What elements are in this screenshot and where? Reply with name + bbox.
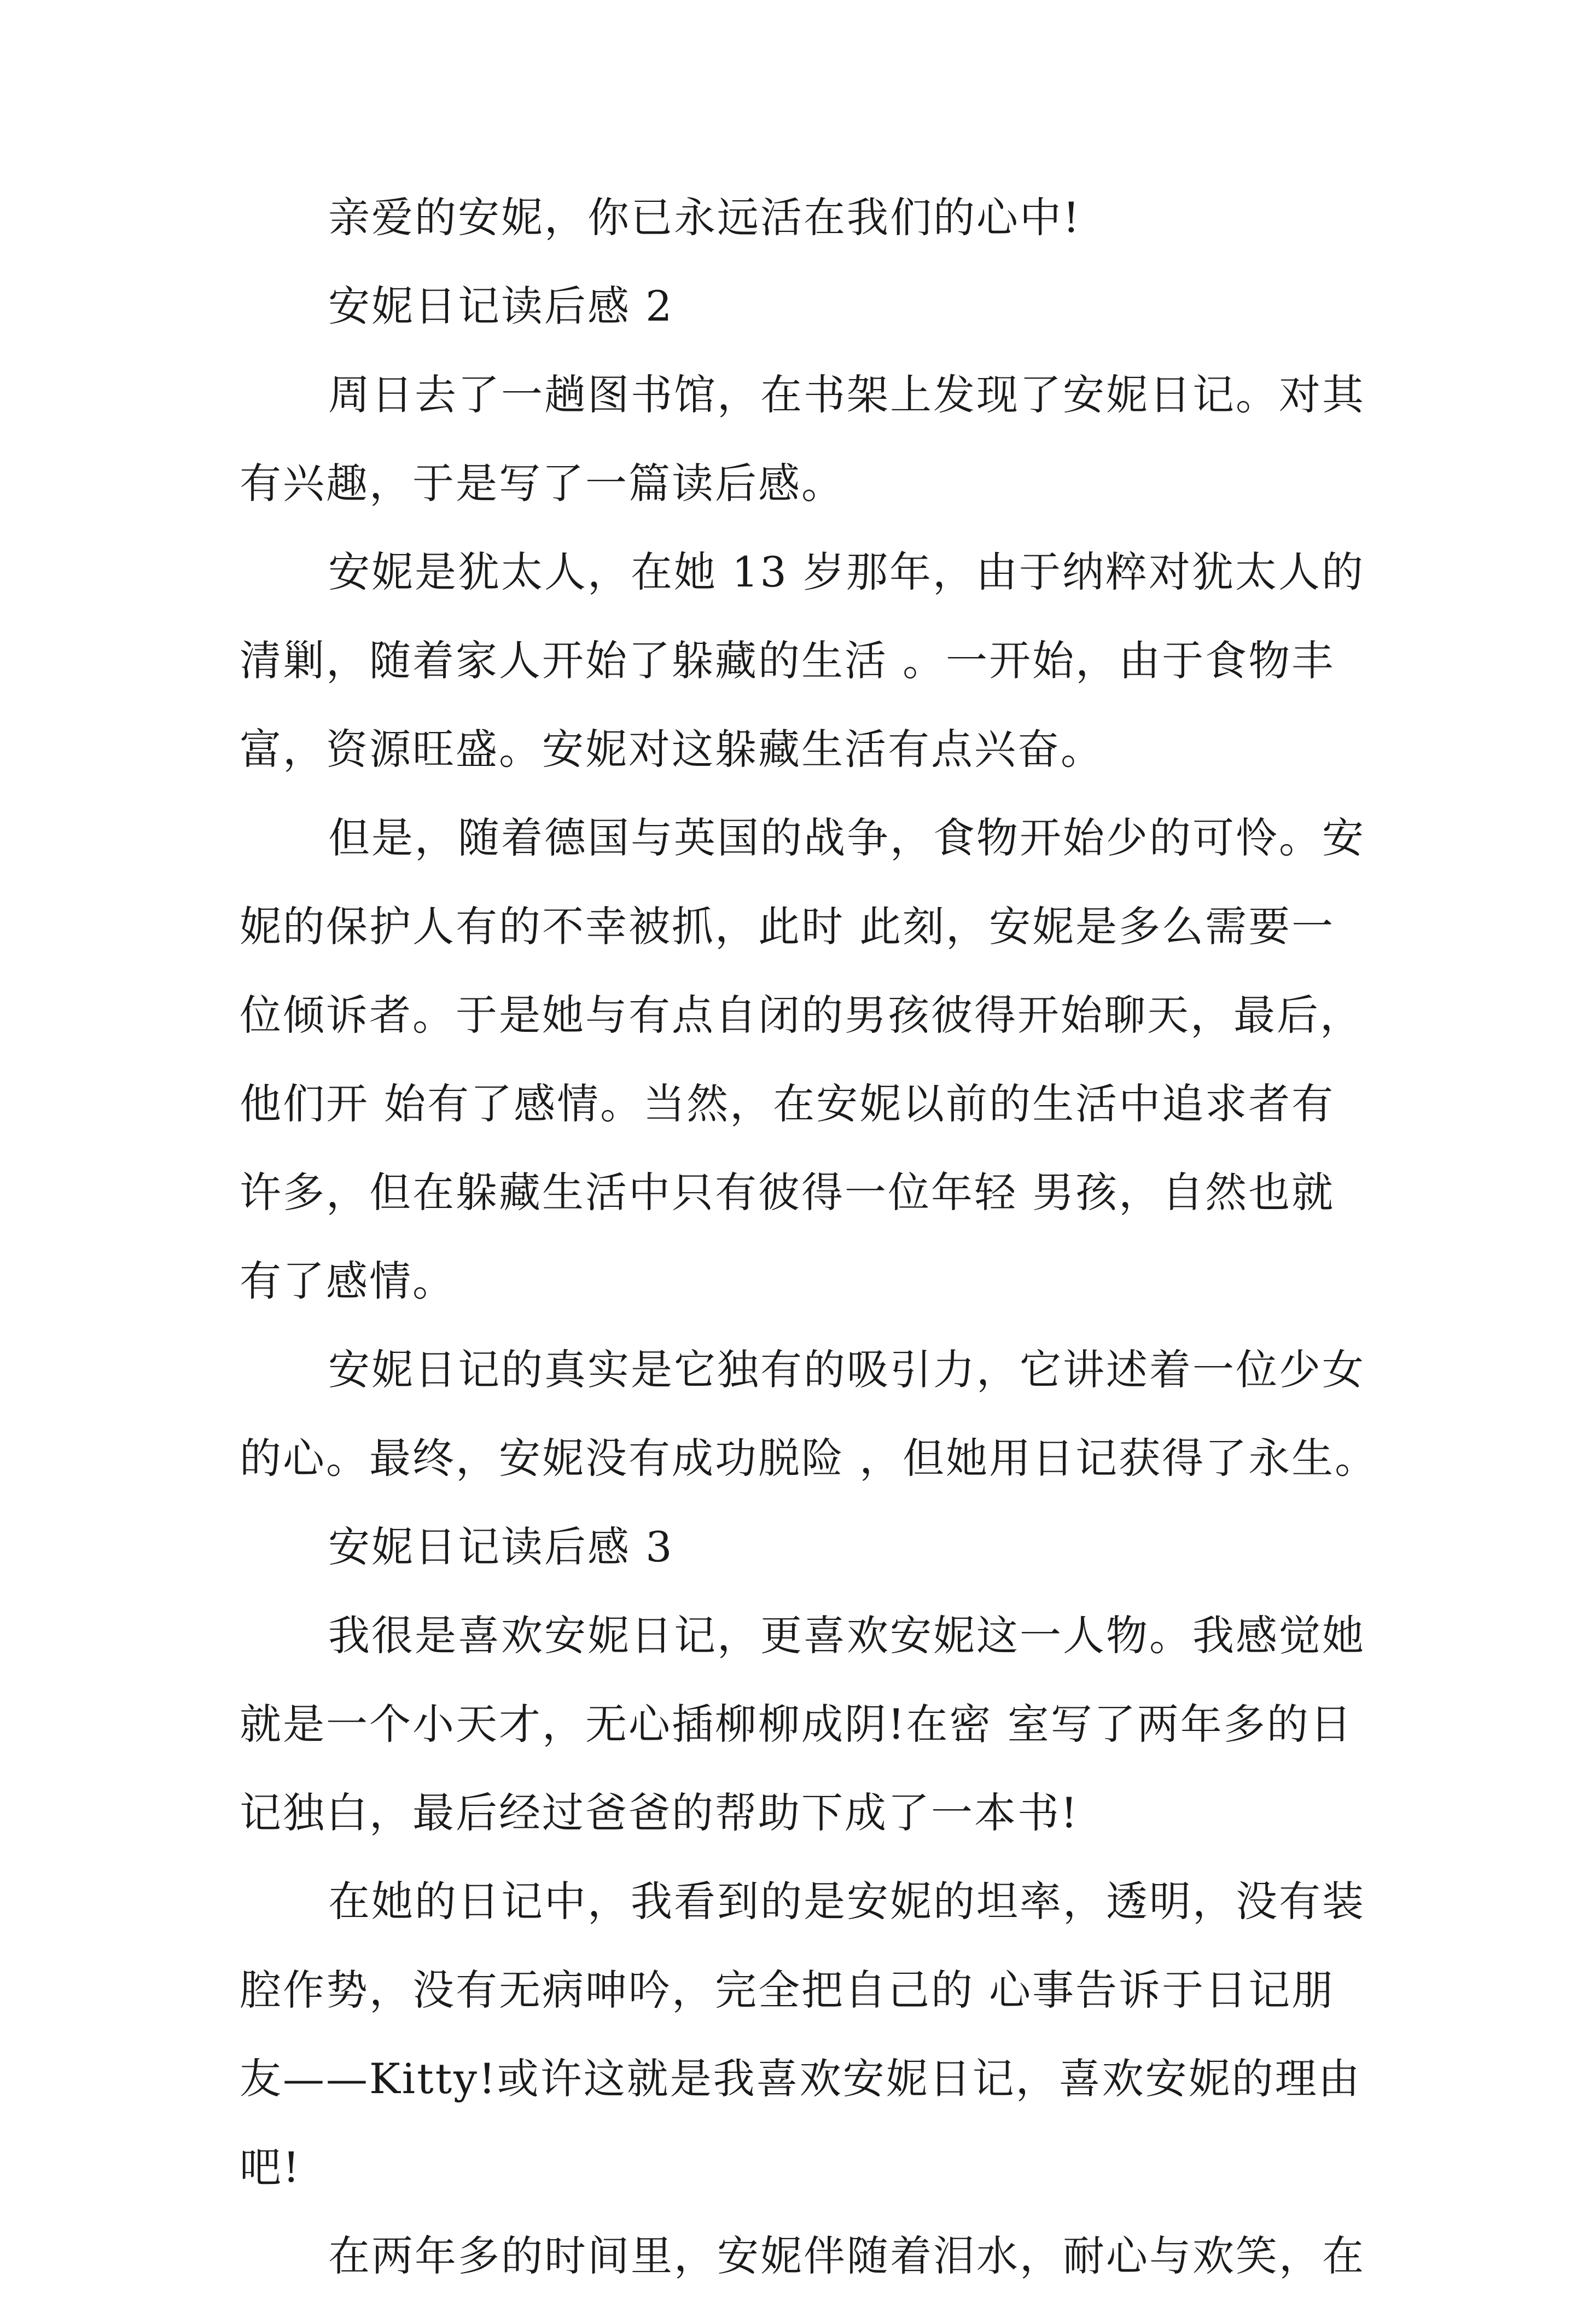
paragraph xyxy=(240,1345,1378,1483)
text-line: 安妮日记读后感 3 xyxy=(328,1523,674,1571)
paragraph xyxy=(240,370,1365,508)
text-line: 位倾诉者。于是她与有点自闭的男孩彼得开始聊天，最后， xyxy=(240,991,1363,1039)
text-line: 许多，但在躲藏生活中只有彼得一位年轻 男孩，自然也就 xyxy=(240,1168,1335,1217)
text-line: 记独白，最后经过爸爸的帮助下成了一本书! xyxy=(240,1788,1079,1837)
paragraph xyxy=(240,1877,1365,2192)
text-line: 吧! xyxy=(240,2143,301,2192)
paragraph xyxy=(240,282,1362,330)
text-line: 安妮日记读后感 2 xyxy=(328,282,674,330)
paragraph xyxy=(240,1611,1365,1837)
text-line: 有了感情。 xyxy=(240,1257,456,1305)
text-line: 亲爱的安妮，你已永远活在我们的心中! xyxy=(328,193,1081,242)
text-line: 在她的日记中，我看到的是安妮的坦率，透明，没有装 xyxy=(328,1877,1365,1926)
text-line: 安妮日记的真实是它独有的吸引力，它讲述着一位少女 xyxy=(328,1345,1365,1394)
text-line: 但是，随着德国与英国的战争，食物开始少的可怜。安 xyxy=(328,814,1365,862)
text-line: 的心。最终，安妮没有成功脱险 ，但她用日记获得了永生。 xyxy=(240,1434,1378,1483)
text-line: 我很是喜欢安妮日记，更喜欢安妮这一人物。我感觉她 xyxy=(328,1611,1365,1660)
paragraph xyxy=(240,548,1365,774)
text-line: 富，资源旺盛。安妮对这躲藏生活有点兴奋。 xyxy=(240,725,1104,774)
text-line: 周日去了一趟图书馆，在书架上发现了安妮日记。对其 xyxy=(328,370,1365,419)
paragraph xyxy=(240,193,1362,242)
text-line: 腔作势，没有无病呻吟，完全把自己的 心事告诉于日记朋 xyxy=(240,1966,1335,2014)
paragraph xyxy=(240,1523,1362,1571)
text-line: 就是一个小天才，无心插柳柳成阴!在密 室写了两年多的日 xyxy=(240,1700,1353,1748)
text-line: 有兴趣，于是写了一篇读后感。 xyxy=(240,459,845,508)
text-line: 清剿，随着家人开始了躲藏的生活 。一开始，由于食物丰 xyxy=(240,636,1335,685)
document-body xyxy=(240,193,1378,2324)
paragraph xyxy=(240,2232,1365,2280)
text-line: 他们开 始有了感情。当然，在安妮以前的生活中追求者有 xyxy=(240,1079,1335,1128)
text-line: 友——Kitty!或许这就是我喜欢安妮日记，喜欢安妮的理由 xyxy=(240,2054,1361,2103)
paragraph xyxy=(240,814,1365,1305)
text-line: 安妮是犹太人，在她 13 岁那年，由于纳粹对犹太人的 xyxy=(328,548,1365,596)
text-line: 妮的保护人有的不幸被抓，此时 此刻，安妮是多么需要一 xyxy=(240,902,1335,951)
text-line: 在两年多的时间里，安妮伴随着泪水，耐心与欢笑，在 xyxy=(328,2232,1365,2280)
